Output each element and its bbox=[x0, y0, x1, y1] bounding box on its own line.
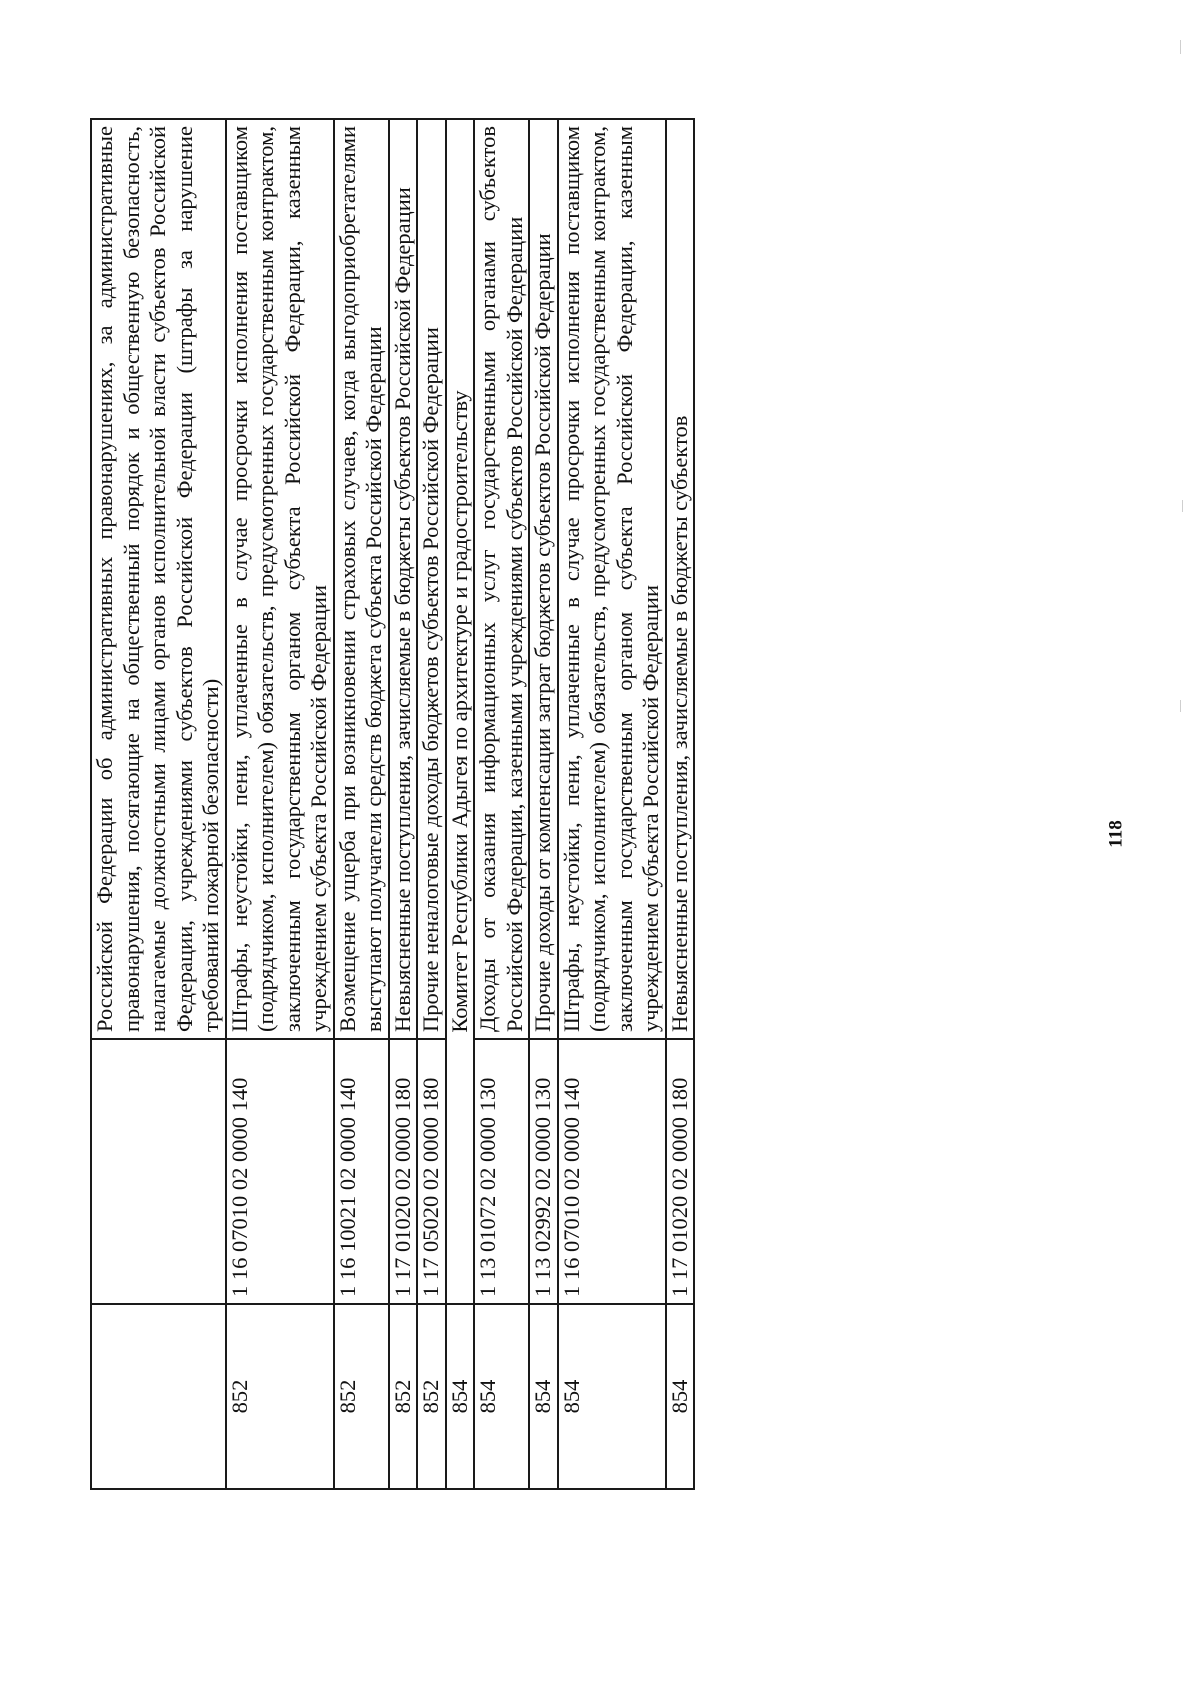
revenue-name-cell: Возмещение ущерба при возникновении страховых случаев, когда выгодоприобретателями выступают получатели средств бюджета субъекта Российской Федерации bbox=[334, 119, 389, 1039]
admin-code-cell: 852 bbox=[389, 1304, 418, 1489]
revenue-name-cell: Российской Федерации об административных правонарушениях, за административные правонарушения, посягающие на общественный порядок и общественную безопасность, налагаемые должностными лицами органов исполнительной власти субъектов Российской Федерации, учреждениями субъектов Российской Федерации (штрафы за нарушение требований пожарной безопасности) bbox=[91, 119, 226, 1039]
revenue-name-cell: Прочие неналоговые доходы бюджетов субъектов Российской Федерации bbox=[417, 119, 446, 1039]
table-row bbox=[558, 119, 666, 1489]
scan-mark bbox=[1180, 700, 1181, 712]
revenue-name-cell: Невыясненные поступления, зачисляемые в бюджеты субъектов Российской Федерации bbox=[389, 119, 418, 1039]
scan-mark bbox=[1182, 500, 1183, 512]
budget-code-cell bbox=[91, 1039, 226, 1304]
table-row bbox=[91, 119, 226, 1489]
revenue-name-cell: Штрафы, неустойки, пени, уплаченные в случае просрочки исполнения поставщиком (подрядчиком, исполнителем) обязательств, предусмотренных государственным контрактом, заключенным государственным органом субъекта Российской Федерации, казенным учреждением субъекта Российской Федерации bbox=[226, 119, 334, 1039]
budget-code-cell: 1 17 05020 02 0000 180 bbox=[417, 1039, 446, 1304]
admin-code-cell bbox=[91, 1304, 226, 1489]
admin-code-cell: 852 bbox=[417, 1304, 446, 1489]
table-row bbox=[417, 119, 446, 1489]
table-row bbox=[474, 119, 529, 1489]
revenue-codes-table bbox=[90, 118, 695, 1490]
revenue-name-cell: Прочие доходы от компенсации затрат бюджетов субъектов Российской Федерации bbox=[529, 119, 558, 1039]
budget-code-cell: 1 16 10021 02 0000 140 bbox=[334, 1039, 389, 1304]
table-row bbox=[389, 119, 418, 1489]
table-row bbox=[529, 119, 558, 1489]
section-header-row bbox=[446, 119, 475, 1489]
admin-code-cell: 852 bbox=[226, 1304, 334, 1489]
admin-code-cell: 852 bbox=[334, 1304, 389, 1489]
page-number: 118 bbox=[1105, 820, 1127, 848]
budget-code-cell: 1 16 07010 02 0000 140 bbox=[226, 1039, 334, 1304]
admin-code-cell: 854 bbox=[666, 1304, 695, 1489]
section-admin-code: 854 bbox=[446, 1304, 475, 1489]
budget-code-cell: 1 17 01020 02 0000 180 bbox=[389, 1039, 418, 1304]
table-row bbox=[666, 119, 695, 1489]
revenue-name-cell: Доходы от оказания информационных услуг государственными органами субъектов Российской Федерации, казенными учреждениями субъектов Российской Федерации bbox=[474, 119, 529, 1039]
scan-mark bbox=[1180, 40, 1181, 54]
section-title: Комитет Республики Адыгея по архитектуре и градостроительству bbox=[446, 119, 475, 1304]
revenue-name-cell: Невыясненные поступления, зачисляемые в бюджеты субъектов bbox=[666, 119, 695, 1039]
budget-code-cell: 1 13 02992 02 0000 130 bbox=[529, 1039, 558, 1304]
admin-code-cell: 854 bbox=[474, 1304, 529, 1489]
admin-code-cell: 854 bbox=[529, 1304, 558, 1489]
budget-code-cell: 1 16 07010 02 0000 140 bbox=[558, 1039, 666, 1304]
rotated-page bbox=[90, 120, 1080, 1490]
budget-code-cell: 1 13 01072 02 0000 130 bbox=[474, 1039, 529, 1304]
table-row bbox=[226, 119, 334, 1489]
table-row bbox=[334, 119, 389, 1489]
budget-code-cell: 1 17 01020 02 0000 180 bbox=[666, 1039, 695, 1304]
revenue-name-cell: Штрафы, неустойки, пени, уплаченные в случае просрочки исполнения поставщиком (подрядчиком, исполнителем) обязательств, предусмотренных государственным контрактом, заключенным государственным органом субъекта Российской Федерации, казенным учреждением субъекта Российской Федерации bbox=[558, 119, 666, 1039]
admin-code-cell: 854 bbox=[558, 1304, 666, 1489]
